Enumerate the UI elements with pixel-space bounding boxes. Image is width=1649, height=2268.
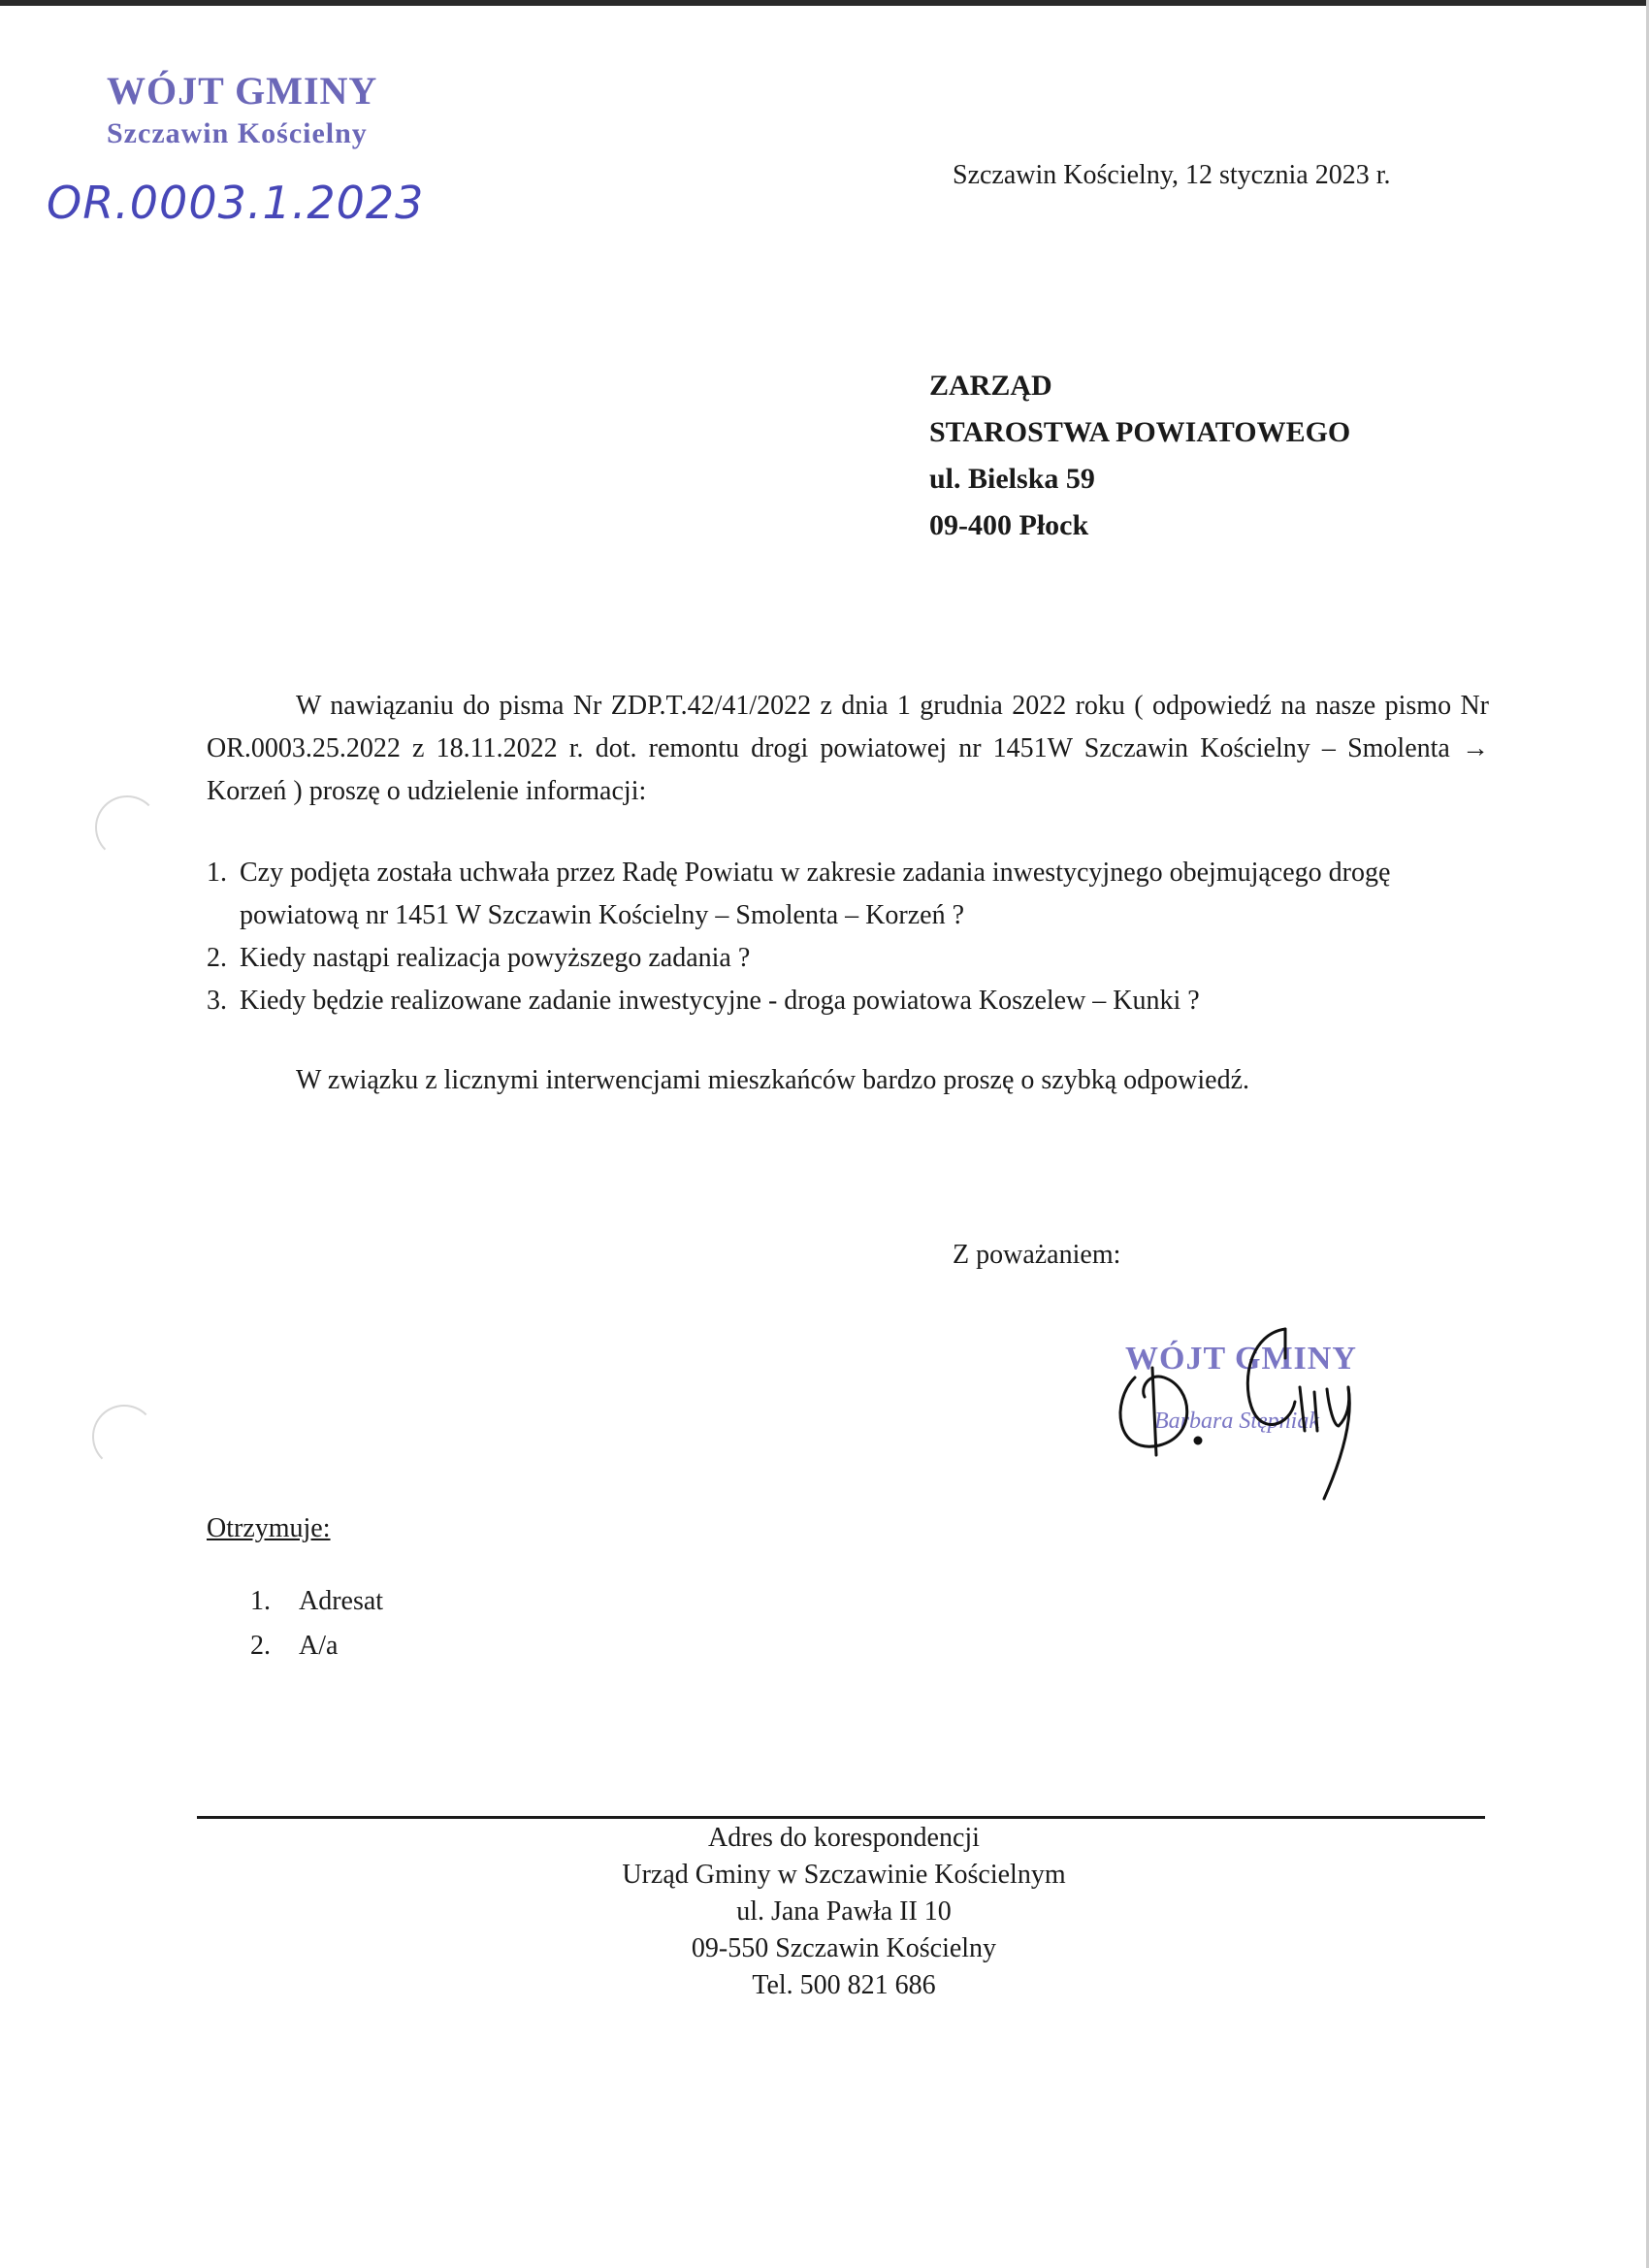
addressee-line-4: 09-400 Płock: [929, 509, 1089, 541]
recipient-text: Adresat: [299, 1586, 384, 1616]
footer-divider: [197, 1816, 1485, 1819]
questions-list: [207, 852, 1487, 1022]
question-text: Czy podjęta została uchwała przez Radę Powiatu w zakresie zadania inwestycyjnego obejmującego drogę powiatową nr 1451 W Szczawin Kościelny – Smolenta – Korzeń ?: [240, 858, 1391, 930]
question-item: [207, 937, 1487, 980]
punch-hole-mark: [95, 795, 159, 859]
handwritten-reference: OR.0003.1.2023: [47, 177, 425, 229]
closing-paragraph: W związku z licznymi interwencjami mieszkańców bardzo proszę o szybką odpowiedź.: [296, 1065, 1250, 1095]
question-number: 3.: [207, 986, 227, 1016]
stamp-title: WÓJT GMINY: [107, 69, 378, 113]
footer-line-2: Urząd Gminy w Szczawinie Kościelnym: [622, 1860, 1066, 1890]
question-item: [207, 980, 1487, 1022]
recipient-number: 2.: [250, 1631, 271, 1661]
addressee-line-2: STAROSTWA POWIATOWEGO: [929, 416, 1351, 448]
question-item: [207, 852, 1487, 937]
stamp-place: Szczawin Kościelny: [107, 117, 368, 149]
recipients-list: [250, 1579, 383, 1669]
footer-address: [0, 1820, 1649, 2004]
addressee-line-3: ul. Bielska 59: [929, 463, 1095, 495]
footer-line-3: ul. Jana Pawła II 10: [736, 1896, 952, 1927]
office-stamp: [107, 68, 377, 150]
closing-salutation: Z poważaniem:: [953, 1240, 1121, 1270]
question-number: 2.: [207, 943, 227, 973]
addressee-block: [929, 363, 1350, 549]
place-and-date: Szczawin Kościelny, 12 stycznia 2023 r.: [953, 160, 1391, 190]
signature-stamp-title: WÓJT GMINY: [1125, 1341, 1357, 1377]
footer-line-5: Tel. 500 821 686: [752, 1970, 936, 2000]
recipient-number: 1.: [250, 1586, 271, 1616]
punch-hole-mark: [92, 1405, 156, 1469]
intro-paragraph: W nawiązaniu do pisma Nr ZDP.T.42/41/2022 z dnia 1 grudnia 2022 roku ( odpowiedź na nasze pismo Nr OR.0003.25.2022 z 18.11.2022 r. dot. remontu drogi powiatowej nr 1451W Szczawin Kościelny – Smolenta → Korzeń ) proszę o udzielenie informacji:: [207, 691, 1489, 806]
signature-stamp-name: Barbara Stępniak: [1154, 1409, 1319, 1434]
question-text: Kiedy będzie realizowane zadanie inwestycyjne - droga powiatowa Koszelew – Kunki ?: [240, 986, 1200, 1016]
question-number: 1.: [207, 858, 227, 888]
recipients-heading: Otrzymuje:: [207, 1513, 331, 1543]
handwritten-signature: [1106, 1310, 1397, 1533]
addressee-line-1: ZARZĄD: [929, 370, 1052, 402]
footer-line-1: Adres do korespondencji: [708, 1823, 980, 1853]
recipient-item: [250, 1624, 383, 1669]
scan-edge-top: [0, 0, 1649, 6]
footer-line-4: 09-550 Szczawin Kościelny: [691, 1933, 997, 1963]
recipient-item: [250, 1579, 383, 1624]
recipient-text: A/a: [299, 1631, 339, 1661]
question-text: Kiedy nastąpi realizacja powyższego zadania ?: [240, 943, 751, 973]
